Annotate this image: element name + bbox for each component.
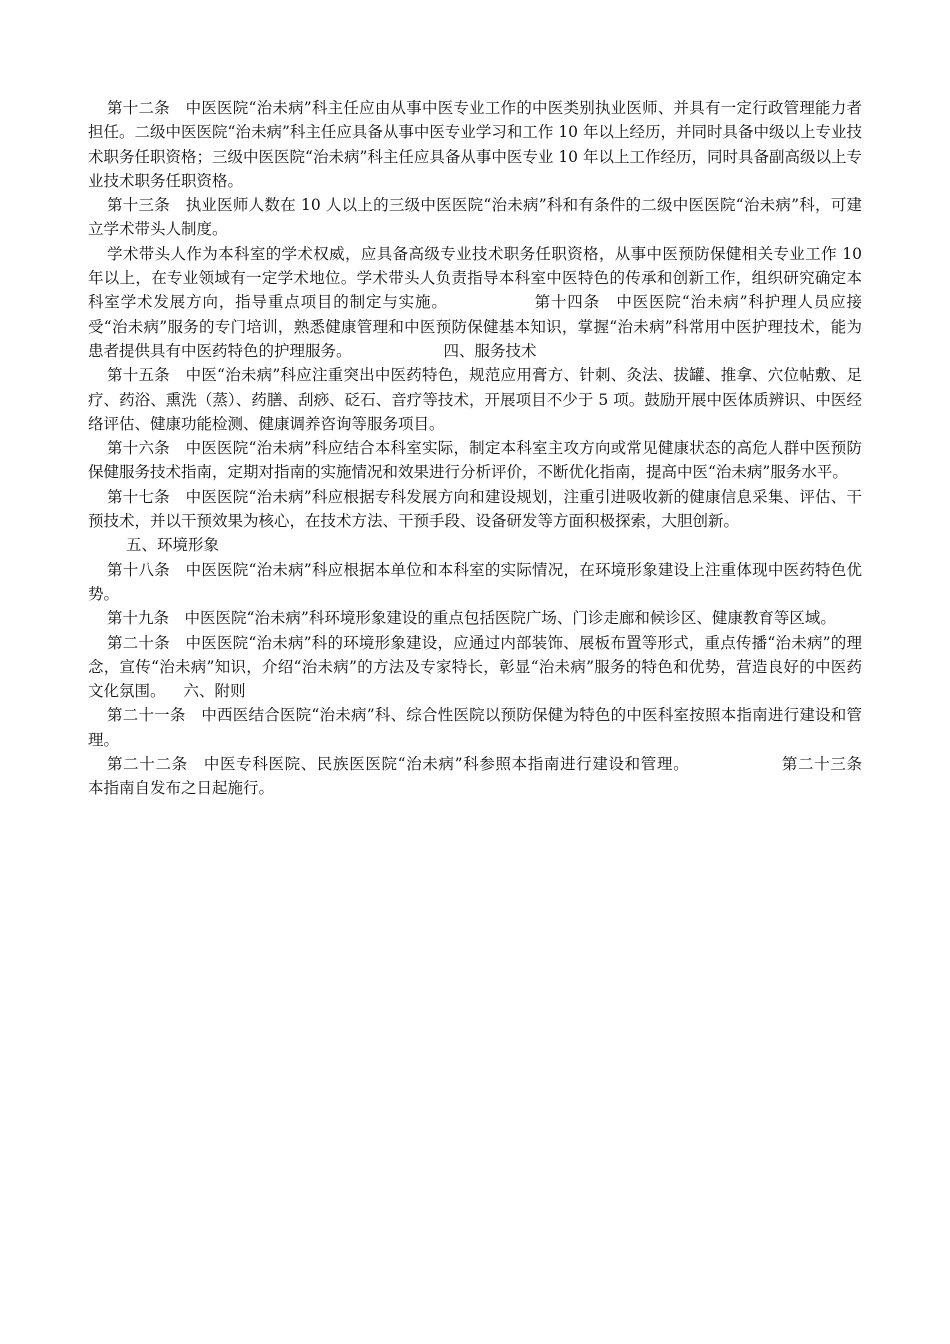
article-20 [88,631,862,704]
article-13-academic-leader [88,242,862,363]
section-heading-6: 六、附则 [183,682,246,701]
section-heading-5 [88,533,862,557]
article-12-text: 第十二条 中医医院“治未病”科主任应由从事中医专业工作的中医类别执业医师、并具有一定行政管理能力者担任。二级中医医院“治未病”科主任应具备从事中医专业学习和工作 10 年以上经历，并同时具备中级以上专业技术职务任职资格；三级中医医院“治未病”科主任应具备从事中医专业 10 年以上工作经历，同时具备副高级以上专业技术职务任职资格。 [88,99,862,190]
article-21-text: 第二十一条 中西医结合医院“治未病”科、综合性医院以预防保健为特色的中医科室按照本指南进行建设和管理。 [88,706,862,749]
article-14-text: 第十四条 中医医院“治未病”科护理人员应接受“治未病”服务的专门培训，熟悉健康管理和中医预防保健基本知识，掌握“治未病”科常用中医护理技术，能为患者提供具有中医药特色的护理服务。 [88,293,862,360]
article-15 [88,363,862,436]
article-12 [88,96,862,193]
article-16-text: 第十六条 中医医院“治未病”科应结合本科室实际，制定本科室主攻方向或常见健康状态的高危人群中医预防保健服务技术指南，定期对指南的实施情况和效果进行分析评价，不断优化指南，提高中医“治未病”服务水平。 [88,439,862,482]
article-19 [88,606,862,630]
article-17 [88,485,862,534]
section-heading-4: 四、服务技术 [443,341,537,360]
article-19-text: 第十九条 中医医院“治未病”科环境形象建设的重点包括医院广场、门诊走廊和候诊区、健康教育等区域。 [107,609,836,628]
section-heading-5-text: 五、环境形象 [126,536,220,555]
article-15-text: 第十五条 中医“治未病”科应注重突出中医药特色，规范应用膏方、针刺、灸法、拔罐、推拿、穴位帖敷、足疗、药浴、熏洗（蒸）、药膳、刮痧、砭石、音疗等技术，开展项目不少于 5 项。鼓励开展中医体质辨识、中医经络评估、健康功能检测、健康调养咨询等服务项目。 [88,366,862,433]
article-23-text: 第二十三条 本指南自发布之日起施行。 [88,755,878,798]
article-13-text: 第十三条 执业医师人数在 10 人以上的三级中医医院“治未病”科和有条件的二级中医医院“治未病”科，可建立学术带头人制度。 [88,196,862,239]
article-16 [88,436,862,485]
article-18-text: 第十八条 中医医院“治未病”科应根据本单位和本科室的实际情况，在环境形象建设上注重体现中医药特色优势。 [88,560,862,603]
article-13 [88,193,862,242]
article-20-text: 第二十条 中医医院“治未病”科的环境形象建设，应通过内部装饰、展板布置等形式，重点传播“治未病”的理念，宣传“治未病”知识，介绍“治未病”的方法及专家特长，彰显“治未病”服务的特色和优势，营造良好的中医药文化氛围。 [88,633,862,701]
article-18 [88,558,862,607]
article-17-text: 第十七条 中医医院“治未病”科应根据专科发展方向和建设规划，注重引进吸收新的健康信息采集、评估、干预技术，并以干预效果为核心，在技术方法、干预手段、设备研发等方面积极探索，大胆创新。 [88,487,862,531]
article-13-academic-leader-text: 学术带头人作为本科室的学术权威，应具备高级专业技术职务任职资格，从事中医预防保健相关专业工作 10 年以上，在专业领域有一定学术地位。学术带头人负责指导本科室中医特色的传承和创新工作，组织研究确定本科室学术发展方向，指导重点项目的制定与实施。 [88,244,862,312]
article-21 [88,703,862,752]
article-22 [88,752,878,801]
article-22-text: 第二十二条 中医专科医院、民族医医院“治未病”科参照本指南进行建设和管理。 [107,755,690,774]
